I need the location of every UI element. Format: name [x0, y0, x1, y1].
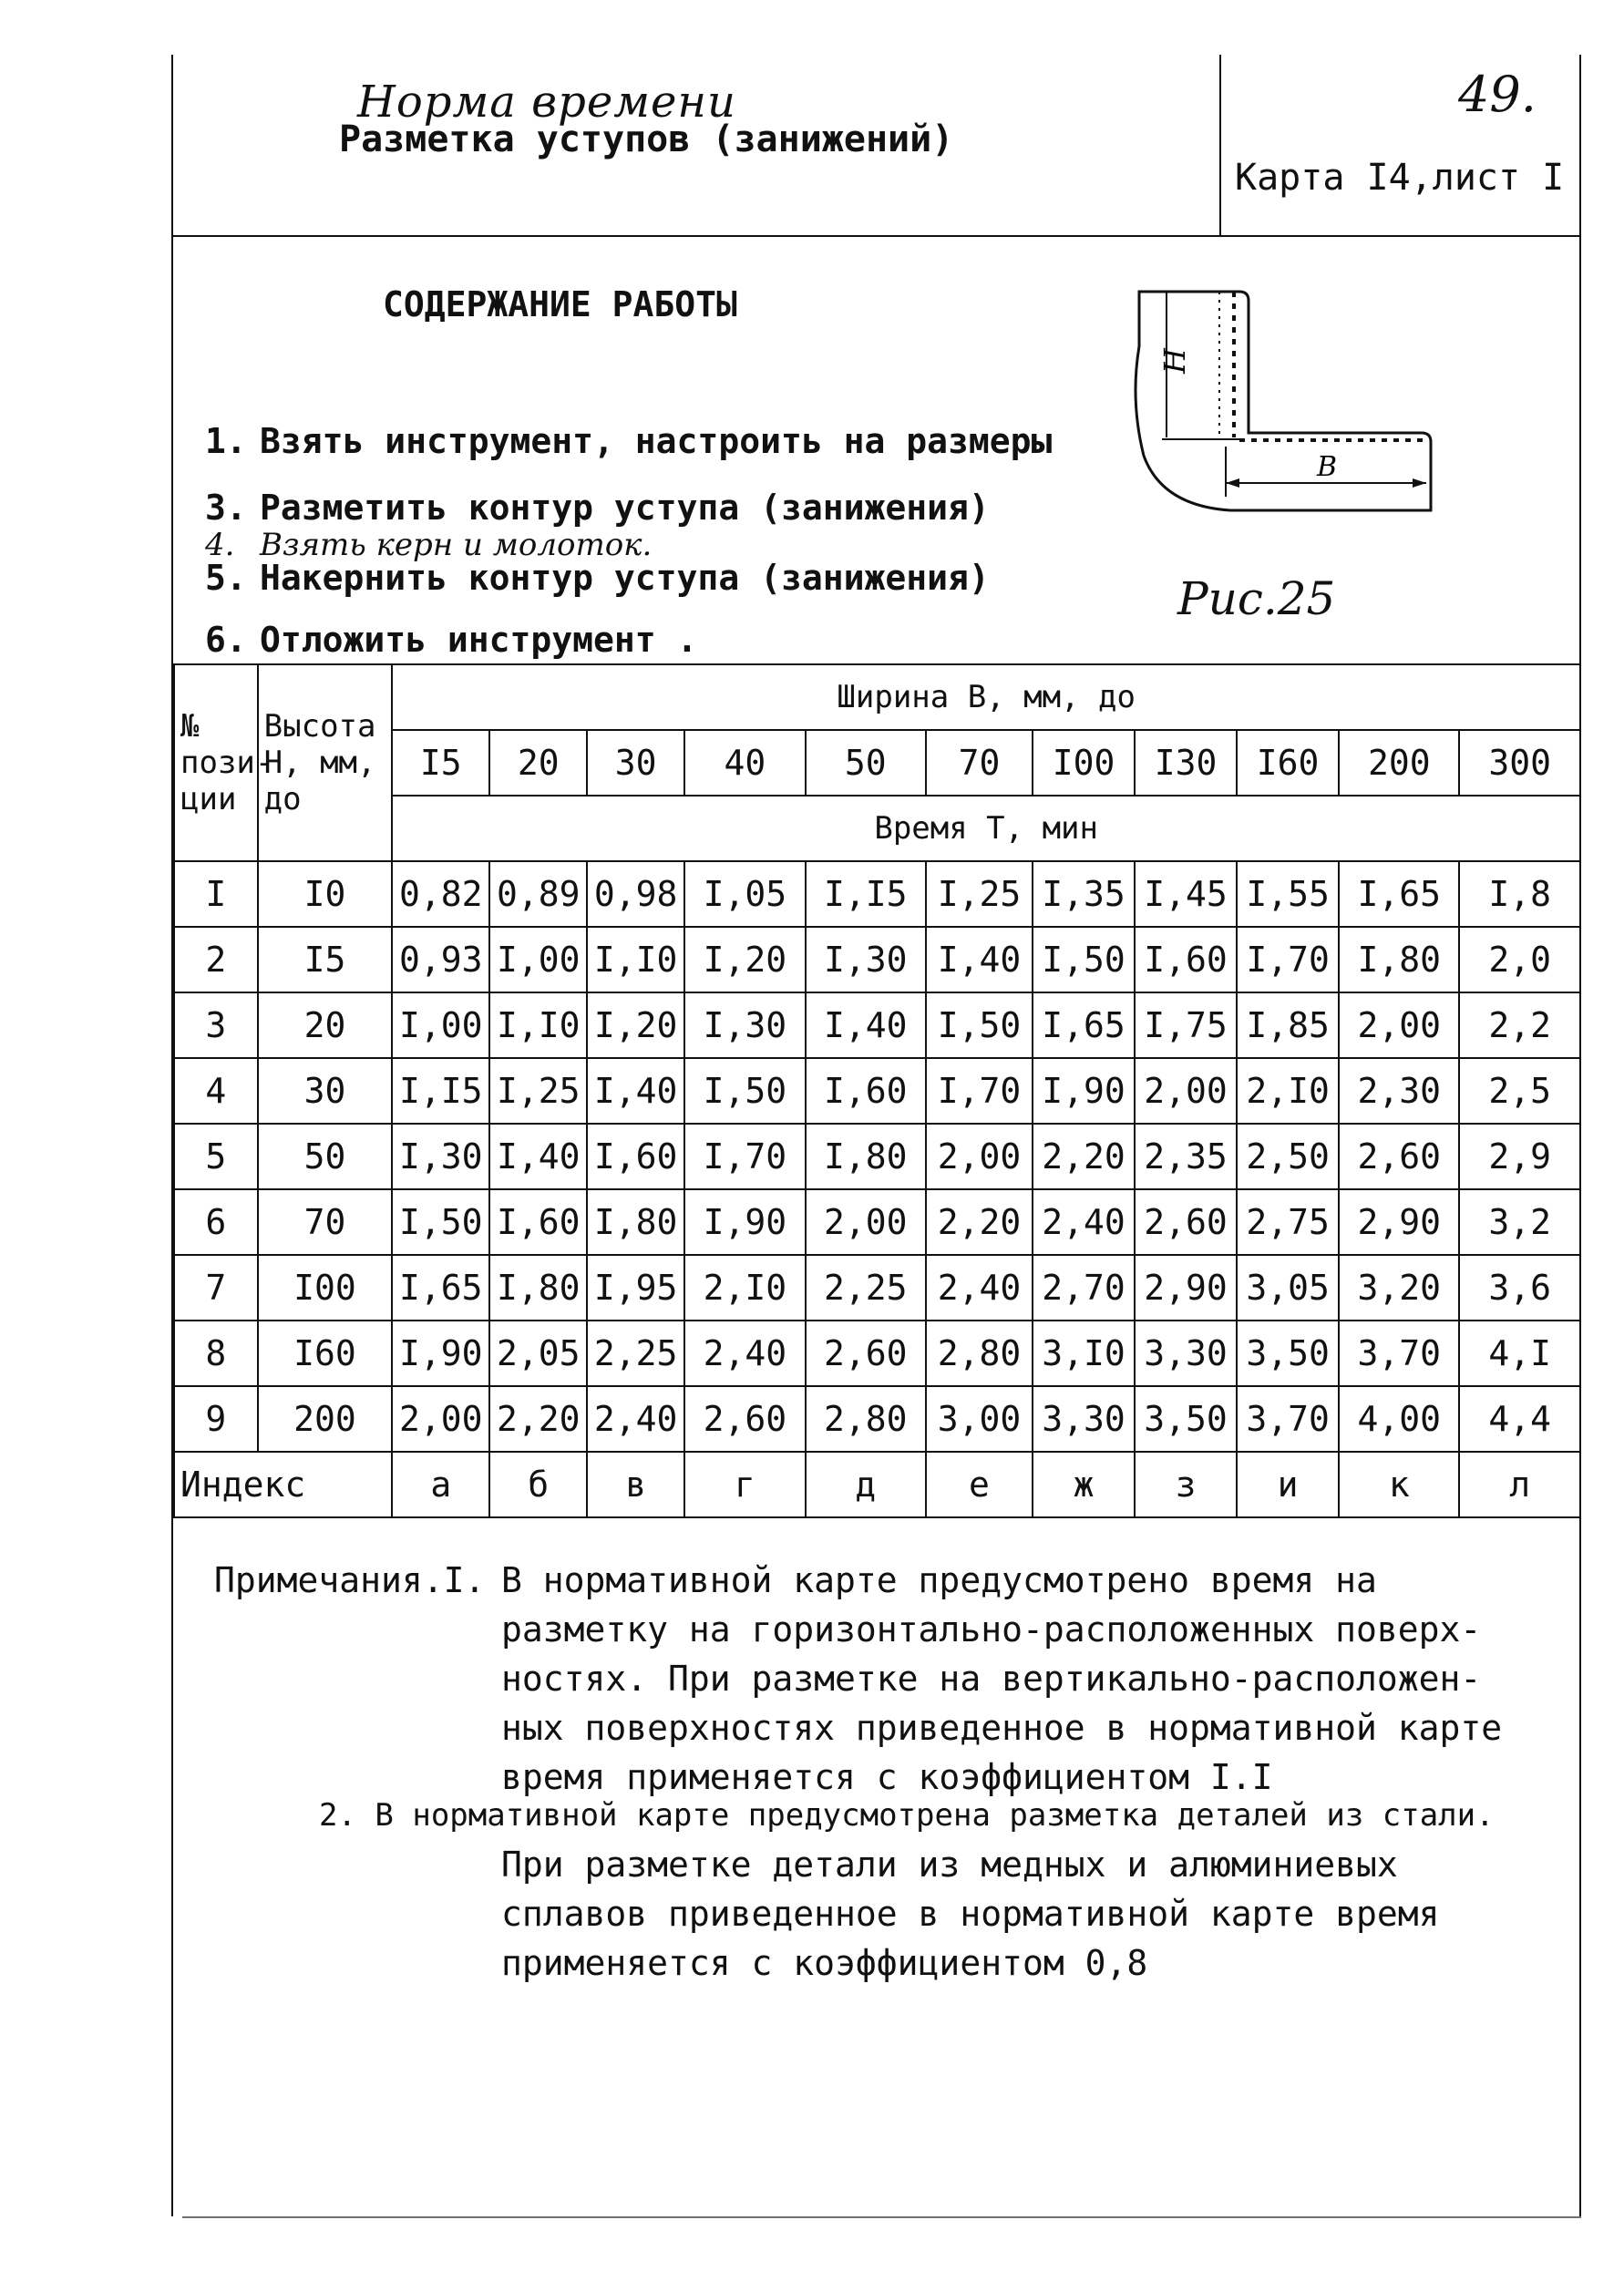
table-row [174, 1124, 1580, 1189]
step-text: Взять керн и молоток. [260, 527, 653, 563]
time-cell: I,I0 [489, 992, 587, 1058]
time-cell: 2,60 [1339, 1124, 1459, 1189]
index-cell: г [684, 1452, 805, 1517]
time-cell: I,00 [392, 992, 489, 1058]
step-text: Отложить инструмент . [260, 620, 698, 660]
time-cell: 3,20 [1339, 1255, 1459, 1321]
time-header: Время T, мин [392, 796, 1580, 861]
time-cell: I,55 [1237, 861, 1339, 927]
time-cell: I,50 [926, 992, 1033, 1058]
note-line: 2. В нормативной карте предусмотрена разметка деталей из стали. [319, 1797, 1495, 1834]
index-cell: д [806, 1452, 926, 1517]
index-cell: б [489, 1452, 587, 1517]
step-item [205, 620, 697, 660]
position-cell: 2 [174, 927, 258, 992]
bottom-border [182, 2216, 1581, 2218]
time-cell: 3,70 [1237, 1386, 1339, 1452]
time-cell: 2,20 [926, 1189, 1033, 1255]
index-cell: л [1459, 1452, 1580, 1517]
time-cell: 2,00 [806, 1189, 926, 1255]
card-label: Карта I4,лист I [1235, 157, 1565, 199]
height-cell: I60 [258, 1321, 393, 1386]
time-cell: 4,I [1459, 1321, 1580, 1386]
width-value: I00 [1033, 730, 1135, 796]
step-number: 1. [205, 421, 247, 461]
time-cell: I,80 [489, 1255, 587, 1321]
col-height-header: Высота H, мм, до [258, 664, 393, 861]
index-row [174, 1452, 1580, 1517]
index-cell: в [587, 1452, 684, 1517]
time-cell: I,20 [587, 992, 684, 1058]
time-cell: I,65 [1339, 861, 1459, 927]
time-cell: I,05 [684, 861, 805, 927]
time-cell: I,70 [1237, 927, 1339, 992]
position-cell: 5 [174, 1124, 258, 1189]
time-cell: I,90 [392, 1321, 489, 1386]
time-cell: 2,70 [1033, 1255, 1135, 1321]
time-cell: 0,89 [489, 861, 587, 927]
note-line: применяется с коэффициентом 0,8 [501, 1943, 1148, 1983]
time-cell: I,40 [489, 1124, 587, 1189]
time-cell: 2,00 [1135, 1058, 1237, 1124]
notes-label: Примечания.I. [214, 1560, 486, 1600]
height-cell: 20 [258, 992, 393, 1058]
time-cell: I,80 [587, 1189, 684, 1255]
time-cell: 2,60 [806, 1321, 926, 1386]
time-cell: I,90 [684, 1189, 805, 1255]
step-text: Разметить контур уступа (занижения) [260, 488, 990, 528]
position-cell: 9 [174, 1386, 258, 1452]
table-row [174, 1386, 1580, 1452]
time-cell: 2,20 [489, 1386, 587, 1452]
time-cell: I,80 [1339, 927, 1459, 992]
table-row [174, 1255, 1580, 1321]
width-value: 200 [1339, 730, 1459, 796]
time-cell: I,80 [806, 1124, 926, 1189]
time-cell: 3,6 [1459, 1255, 1580, 1321]
time-cell: I,60 [587, 1124, 684, 1189]
note-line: ных поверхностях приведенное в нормативной карте [501, 1708, 1503, 1748]
table-row [174, 861, 1580, 927]
width-value: 20 [489, 730, 587, 796]
width-value: 300 [1459, 730, 1580, 796]
step-sketch-figure [1112, 273, 1449, 547]
position-cell: 4 [174, 1058, 258, 1124]
figure-label-h: H [1157, 348, 1192, 374]
time-cell: I,25 [926, 861, 1033, 927]
time-cell: 3,00 [926, 1386, 1033, 1452]
page-title: Разметка уступов (занижений) [339, 118, 954, 160]
time-cell: 2,30 [1339, 1058, 1459, 1124]
time-cell: 2,60 [1135, 1189, 1237, 1255]
height-cell: 70 [258, 1189, 393, 1255]
time-cell: 2,80 [926, 1321, 1033, 1386]
position-cell: 8 [174, 1321, 258, 1386]
time-cell: 2,60 [684, 1386, 805, 1452]
width-value: 50 [806, 730, 926, 796]
step-item [205, 421, 1052, 461]
time-cell: I,30 [684, 992, 805, 1058]
time-cell: 2,90 [1339, 1189, 1459, 1255]
width-value: 70 [926, 730, 1033, 796]
time-cell: I,60 [1135, 927, 1237, 992]
index-cell: а [392, 1452, 489, 1517]
time-cell: 3,70 [1339, 1321, 1459, 1386]
time-cell: 0,93 [392, 927, 489, 992]
table-row [174, 992, 1580, 1058]
time-cell: I,45 [1135, 861, 1237, 927]
time-cell: I,75 [1135, 992, 1237, 1058]
time-cell: 2,40 [587, 1386, 684, 1452]
height-cell: 30 [258, 1058, 393, 1124]
time-cell: I,I5 [806, 861, 926, 927]
time-cell: 3,50 [1237, 1321, 1339, 1386]
time-cell: I,8 [1459, 861, 1580, 927]
time-cell: I,40 [806, 992, 926, 1058]
time-cell: 3,30 [1135, 1321, 1237, 1386]
table-row [174, 1321, 1580, 1386]
time-cell: 2,80 [806, 1386, 926, 1452]
time-cell: 2,40 [684, 1321, 805, 1386]
time-cell: I,I5 [392, 1058, 489, 1124]
time-cell: I,35 [1033, 861, 1135, 927]
time-cell: 4,00 [1339, 1386, 1459, 1452]
time-cell: I,30 [392, 1124, 489, 1189]
step-number: 5. [205, 558, 247, 598]
time-cell: 2,2 [1459, 992, 1580, 1058]
time-cell: 3,I0 [1033, 1321, 1135, 1386]
index-cell: и [1237, 1452, 1339, 1517]
note-line: В нормативной карте предусмотрено время на [501, 1560, 1377, 1600]
time-cell: I,50 [1033, 927, 1135, 992]
step-item [205, 488, 990, 528]
table-row [174, 1189, 1580, 1255]
time-cell: 3,50 [1135, 1386, 1237, 1452]
page-number: 49. [1458, 66, 1537, 123]
width-value: 40 [684, 730, 805, 796]
time-cell: 2,25 [587, 1321, 684, 1386]
time-cell: I,85 [1237, 992, 1339, 1058]
time-cell: 2,20 [1033, 1124, 1135, 1189]
header-vertical-divider [1219, 55, 1221, 237]
figure-label-b: B [1317, 451, 1338, 483]
time-cell: 3,05 [1237, 1255, 1339, 1321]
table-header-row [174, 664, 1580, 730]
time-cell: 2,25 [806, 1255, 926, 1321]
time-cell: I,50 [392, 1189, 489, 1255]
time-cell: I,60 [806, 1058, 926, 1124]
time-norm-table [173, 663, 1581, 1518]
time-cell: I,40 [926, 927, 1033, 992]
time-cell: I,00 [489, 927, 587, 992]
width-value: I60 [1237, 730, 1339, 796]
position-cell: 3 [174, 992, 258, 1058]
time-cell: 0,82 [392, 861, 489, 927]
time-cell: I,65 [392, 1255, 489, 1321]
time-cell: 2,50 [1237, 1124, 1339, 1189]
time-cell: I,65 [1033, 992, 1135, 1058]
index-cell: ж [1033, 1452, 1135, 1517]
index-label: Индекс [174, 1452, 392, 1517]
width-value: I5 [392, 730, 489, 796]
time-cell: 3,30 [1033, 1386, 1135, 1452]
time-cell: I,40 [587, 1058, 684, 1124]
time-cell: I,60 [489, 1189, 587, 1255]
width-value: I30 [1135, 730, 1237, 796]
header-divider [171, 235, 1581, 237]
height-cell: 200 [258, 1386, 393, 1452]
note-line: сплавов приведенное в нормативной карте время [501, 1894, 1440, 1934]
width-header: Ширина B, мм, до [392, 664, 1580, 730]
time-cell: I,95 [587, 1255, 684, 1321]
height-cell: I5 [258, 927, 393, 992]
time-cell: 2,05 [489, 1321, 587, 1386]
col-position-header: № пози-ции [174, 664, 258, 861]
time-cell: I,30 [806, 927, 926, 992]
figure-caption: Рис.25 [1177, 572, 1336, 625]
note-line: При разметке детали из медных и алюминиевых [501, 1845, 1398, 1885]
time-cell: 2,5 [1459, 1058, 1580, 1124]
index-cell: з [1135, 1452, 1237, 1517]
position-cell: I [174, 861, 258, 927]
step-text: Взять инструмент, настроить на размеры [260, 421, 1053, 461]
content-heading: СОДЕРЖАНИЕ РАБОТЫ [383, 284, 737, 324]
step-number: 6. [205, 620, 247, 660]
table-row [174, 927, 1580, 992]
time-cell: 0,98 [587, 861, 684, 927]
position-cell: 6 [174, 1189, 258, 1255]
time-cell: 2,0 [1459, 927, 1580, 992]
height-cell: I0 [258, 861, 393, 927]
time-cell: 2,I0 [684, 1255, 805, 1321]
table-row [174, 1058, 1580, 1124]
position-cell: 7 [174, 1255, 258, 1321]
note-line: время применяется с коэффициентом I.I [501, 1757, 1273, 1797]
time-cell: I,25 [489, 1058, 587, 1124]
time-cell: 2,40 [926, 1255, 1033, 1321]
time-cell: 2,40 [1033, 1189, 1135, 1255]
note-line: ностях. При разметке на вертикально-расположен- [501, 1659, 1482, 1699]
time-cell: 2,I0 [1237, 1058, 1339, 1124]
time-cell: 3,2 [1459, 1189, 1580, 1255]
time-cell: I,70 [926, 1058, 1033, 1124]
time-cell: 2,9 [1459, 1124, 1580, 1189]
time-cell: 2,75 [1237, 1189, 1339, 1255]
time-cell: 2,35 [1135, 1124, 1237, 1189]
width-value: 30 [587, 730, 684, 796]
step-text: Накернить контур уступа (занижения) [260, 558, 990, 598]
time-cell: I,50 [684, 1058, 805, 1124]
time-cell: 2,00 [1339, 992, 1459, 1058]
height-cell: 50 [258, 1124, 393, 1189]
time-cell: 4,4 [1459, 1386, 1580, 1452]
index-cell: е [926, 1452, 1033, 1517]
time-cell: I,70 [684, 1124, 805, 1189]
time-cell: 2,00 [392, 1386, 489, 1452]
time-cell: 2,00 [926, 1124, 1033, 1189]
step-number: 3. [205, 488, 247, 528]
title-handwritten: Норма времени [357, 77, 736, 128]
note-line: разметку на горизонтально-расположенных поверх- [501, 1609, 1482, 1650]
time-cell: I,I0 [587, 927, 684, 992]
index-cell: к [1339, 1452, 1459, 1517]
time-cell: 2,90 [1135, 1255, 1237, 1321]
height-cell: I00 [258, 1255, 393, 1321]
step-item [205, 558, 990, 598]
time-cell: I,90 [1033, 1058, 1135, 1124]
time-cell: I,20 [684, 927, 805, 992]
step-number: 4. [205, 527, 235, 563]
